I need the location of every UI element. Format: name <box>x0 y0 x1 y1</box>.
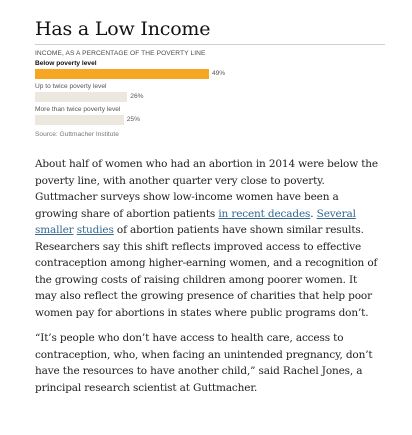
bar-value-label: 49% <box>211 70 226 77</box>
chart-subtitle: INCOME, AS A PERCENTAGE OF THE POVERTY LINE <box>35 50 206 57</box>
bar <box>35 92 127 102</box>
bar-label: Below poverty level <box>35 60 97 67</box>
bar-chart <box>35 60 375 130</box>
paragraph-text: . <box>310 207 317 220</box>
article-body <box>35 156 380 396</box>
link-several-smaller[interactable]: Several smaller <box>35 207 356 236</box>
bar-value-label: 26% <box>130 93 144 100</box>
bar-value-label: 25% <box>126 116 140 123</box>
bar <box>35 69 209 79</box>
article-paragraph-quote: “It’s people who don’t have access to health care, access to contraception, who, when facing an unintended pregnancy, don’t have the resources to have another child,” said Rachel Jones, a principal research scientist at Guttmacher. <box>35 332 373 394</box>
title-divider <box>35 44 385 45</box>
chart-source: Source: Guttmacher Institute <box>35 131 119 138</box>
link-recent-decades[interactable]: in recent decades <box>218 207 311 220</box>
chart-title: Has a Low Income <box>35 18 211 40</box>
paragraph-text: About half of women who had an abortion in 2014 were below the poverty line, with another quarter very close to poverty. Guttmacher surveys show low-income women have been a growing share of abortion patients <box>35 158 378 220</box>
paragraph-text: of abortion patients have shown similar results. Researchers say this shift reflects improved access to effective contraception among higher-earning women, and a recognition of the growing costs of raising children among poorer women. It may also reflect the growing presence of charities that help poor women pay for abortions in states where public programs don’t. <box>35 224 378 319</box>
article-paragraph <box>35 156 380 321</box>
bar <box>35 115 124 125</box>
chart-block <box>35 18 385 405</box>
bar-label: More than twice poverty level <box>35 106 121 113</box>
bar-label: Up to twice poverty level <box>35 83 107 90</box>
link-studies[interactable]: studies <box>76 224 114 236</box>
